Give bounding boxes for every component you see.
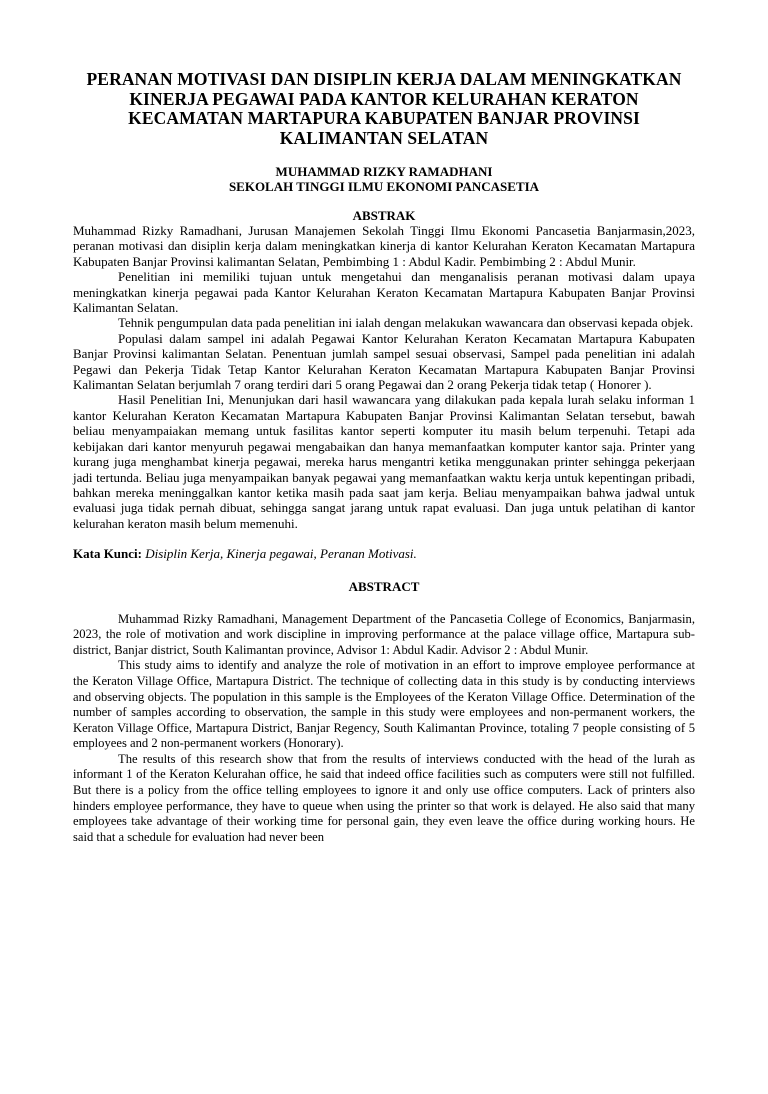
keywords-values: Disiplin Kerja, Kinerja pegawai, Peranan Motivasi. [145,546,417,562]
abstract-heading: ABSTRACT [348,578,420,594]
abstrak-paragraph: Tehnik pengumpulan data pada penelitian ini ialah dengan melakukan wawancara dan observasi kepada objek. [118,315,694,331]
abstrak-paragraph: Penelitian ini memiliki tujuan untuk mengetahui dan menganalisis peranan motivasi dalam upaya meningkatkan kinerja pegawai pada Kantor Kelurahan Keraton Kecamatan Martapura Kabupaten Banjar Provinsi Kalimantan Selatan. [73,269,695,316]
abstract-section [73,612,695,846]
abstrak-paragraph: Populasi dalam sampel ini adalah Pegawai Kantor Kelurahan Keraton Kecamatan Martapura Kabupaten Banjar Provinsi kalimantan Selatan. Penentuan jumlah sampel sesuai observasi, Sampel pada penelitian ini adalah Pegawi dan Pekerja Tidak Tetap Kantor Kelurahan Keraton Kecamatan Martapura Kabupaten Banjar Provinsi Kalimantan Selatan berjumlah 7 orang terdiri dari 5 orang Pegawai dan 2 orang Pekerja tidak tetap ( Honorer ). [73,330,695,393]
title-line: KECAMATAN MARTAPURA KABUPATEN BANJAR PROVINSI [128,108,640,128]
title-line: KINERJA PEGAWAI PADA KANTOR KELURAHAN KERATON [129,88,639,109]
document-page [0,70,768,1094]
author-block [73,164,695,194]
title-line: PERANAN MOTIVASI DAN DISIPLIN KERJA DALAM MENINGKATKAN [86,69,682,89]
title-line: KALIMANTAN SELATAN [279,127,489,148]
abstract-paragraph: The results of this research show that from the results of interviews conducted with the head of the lurah as informant 1 of the Keraton Kelurahan office, he said that indeed office facilities such as computers were still not fulfilled. But there is a policy from the office telling employees to ignore it and only use office computers. Lack of printers also hinders employee performance, they have to queue when using the printer so that work is delayed. He also said that many employees take advantage of their working time for personal gain, they even leave the office during working hours. He said that a schedule for evaluation had never been [73,751,695,844]
paper-title [73,70,695,148]
abstrak-section [73,223,695,531]
keywords-label: Kata Kunci: [73,546,142,562]
keywords-line [73,546,695,561]
abstract-paragraph: Muhammad Rizky Ramadhani, Management Department of the Pancasetia College of Economics, Banjarmasin, 2023, the role of motivation and work discipline in improving performance at the palace village office, Martapura sub-district, Banjar district, South Kalimantan province, Advisor 1: Abdul Kadir. Advisor 2 : Abdul Munir. [73,611,695,657]
institution-name: SEKOLAH TINGGI ILMU EKONOMI PANCASETIA [228,179,540,194]
abstrak-paragraph: Muhammad Rizky Ramadhani, Jurusan Manajemen Sekolah Tinggi Ilmu Ekonomi Pancasetia Banjarmasin,2023, peranan motivasi dan disiplin kerja dalam meningkatkan kinerja di kantor Kelurahan Keraton Kecamatan Martapura Kabupaten Banjar Provinsi kalimantan Selatan, Pembimbing 1 : Abdul Kadir. Pembimbing 2 : Abdul Munir. [73,223,695,269]
abstrak-heading: ABSTRAK [352,208,416,223]
author-name: MUHAMMAD RIZKY RAMADHANI [275,164,493,179]
abstract-paragraph: This study aims to identify and analyze the role of motivation in an effort to improve employee performance at the Keraton Village Office, Martapura District. The technique of collecting data in this study is by conducting interviews and observing objects. The population in this sample is the Employees of the Keraton Village Office. Determination of the number of samples according to observation, the sample in this study were employees and non-permanent workers, the Keraton Village Office, Martapura District, Banjar Regency, South Kalimantan Province, totaling 7 people consisting of 5 employees and 2 non-permanent workers (Honorary). [73,658,695,751]
abstrak-paragraph: Hasil Penelitian Ini, Menunjukan dari hasil wawancara yang dilakukan pada kepala lurah selaku informan 1 kantor Kelurahan Keraton Kecamatan Martapura Kabupaten Banjar Provinsi Kalimantan Selatan tersebut, bawah beliau menyampaiakan memang untuk fasilitas kantor seperti komputer itu masih belum terpenuhi. Tetapi ada kebijakan dari kantor menyuruh pegawai mengabaikan dan hanya memanfaatkan komputer kantor saja. Printer yang kurang juga menghambat kinerja pegawai, mereka harus mengantri ketika menggunakan printer sehingga pekerjaan jadi tertunda. Beliau juga menyampaikan banyak pegawai yang memanfaatkan waktu kerja untuk kepentingan pribadi, bahkan mereka meninggalkan kantor ketika masih pada saat jam kerja. Beliau menyampaikan bahwa jadwal untuk evaluasi juga tidak pernah dibuat, sehingga sangat jarang untuk rapat evaluasi. Dan juga untuk pelatihan di kantor kelurahan keraton masih belum memenuhi. [73,392,695,531]
